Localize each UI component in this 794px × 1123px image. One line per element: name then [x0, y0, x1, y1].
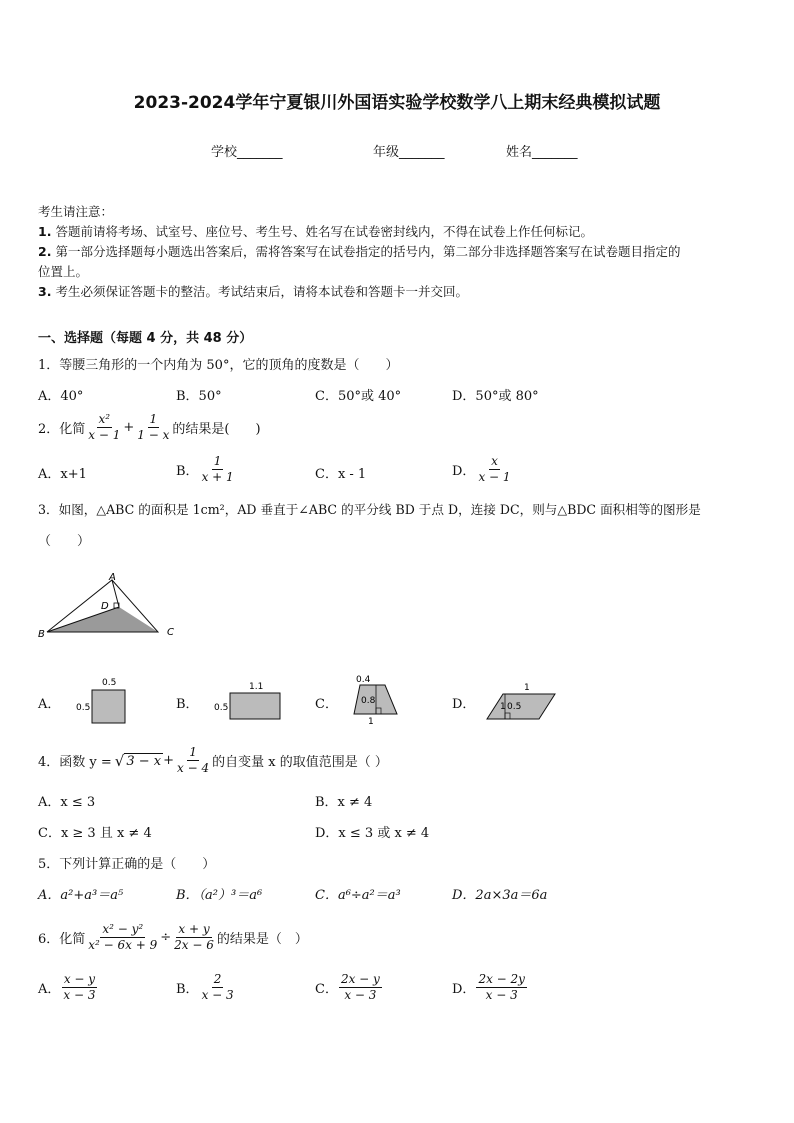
q4-option-d: D．x ≤ 3 或 x ≠ 4	[315, 826, 430, 841]
q2-option-c: C．x - 1	[315, 467, 367, 482]
q3-option-c-trapezoid	[340, 672, 410, 727]
q1-option-d: D．50°或 80°	[452, 389, 539, 404]
notice-item-2: 2. 第一部分选择题每小题选出答案后，需将答案写在试卷指定的括号内，第二部分非选择题答案写在试卷题目指定的	[38, 244, 681, 259]
label-a: A	[109, 572, 116, 583]
q2-fraction-1: $\frac{\text{x²}}{x - 1}$	[88, 412, 121, 442]
question-4-stem: 4．函数 y = √ 3 − x + $\frac{1}{x - 4}$ 的自变量 x 的取值范围是（ ）	[38, 745, 388, 775]
q2-option-a: A．x+1	[38, 467, 87, 482]
q5-option-c: C．a⁶÷a²＝a³	[315, 888, 401, 903]
svg-text:1: 1	[500, 702, 506, 712]
notice-heading: 考生请注意：	[38, 204, 114, 219]
q3-option-a-label: A．	[38, 697, 61, 712]
question-5-stem: 5．下列计算正确的是（ ）	[38, 857, 216, 872]
question-3-stem-cont: （ ）	[38, 534, 91, 549]
q4-option-c: C．x ≥ 3 且 x ≠ 4	[38, 826, 152, 841]
q3-option-d-parallelogram	[480, 680, 570, 725]
svg-text:0.5: 0.5	[214, 703, 229, 713]
q4-fraction: $\frac{1}{x - 4}$	[177, 745, 210, 775]
q6-option-a: A． $\frac{x - y}{x - 3}$	[38, 972, 96, 1002]
svg-text:1: 1	[368, 717, 374, 727]
q1-option-c: C．50°或 40°	[315, 389, 402, 404]
q1-option-b: B．50°	[176, 389, 222, 404]
name-field: 姓名_______	[506, 145, 578, 160]
notice-item-1: 1. 答题前请将考场、试室号、座位号、考生号、姓名写在试卷密封线内，不得在试卷上作任何标记。	[38, 224, 593, 239]
q2-option-b: B． $\frac{1}{x + 1}$	[176, 454, 234, 484]
svg-text:1: 1	[524, 683, 530, 693]
q5-option-a: A．a²+a³＝a⁵	[38, 888, 124, 903]
q2-fraction-2: $\frac{1}{1 - x}$	[137, 412, 170, 442]
svg-text:0.8: 0.8	[361, 696, 376, 706]
label-d: D	[101, 601, 109, 612]
q6-option-c: C． $\frac{2x - y}{x - 3}$	[315, 972, 380, 1002]
q5-option-b: B．（a²）³＝a⁶	[176, 888, 263, 903]
q4-radical: 3 − x	[126, 753, 162, 769]
svg-text:0.5: 0.5	[102, 678, 117, 688]
q3-option-b-rectangle	[210, 677, 290, 727]
q6-fraction-2: $\frac{x + y}{2x - 6}$	[174, 922, 214, 952]
svg-text:0.5: 0.5	[76, 703, 91, 713]
q3-option-a-square	[70, 674, 140, 729]
notice-item-2-cont: 位置上。	[38, 264, 89, 279]
q1-option-a: A．40°	[38, 389, 84, 404]
q4-option-a: A．x ≤ 3	[38, 795, 96, 810]
svg-text:0.4: 0.4	[356, 675, 371, 685]
svg-text:1.1: 1.1	[249, 682, 264, 692]
q3-option-c-label: C．	[315, 697, 338, 712]
q3-option-b-label: B．	[176, 697, 199, 712]
q2-option-d: D． $\frac{x}{x - 1}$	[452, 454, 511, 484]
school-field: 学校_______	[211, 145, 283, 160]
q6-option-b: B． $\frac{2}{x - 3}$	[176, 972, 234, 1002]
question-3-stem: 3．如图，△ABC 的面积是 1cm²，AD 垂直于∠ABC 的平分线 BD 于点 D，连接 DC，则与△BDC 面积相等的图形是	[38, 502, 701, 517]
grade-field: 年级_______	[373, 145, 445, 160]
notice-item-3: 3. 考生必须保证答题卡的整洁。考试结束后，请将本试卷和答题卡一并交回。	[38, 284, 468, 299]
question-2-stem: 2．化简 $\frac{\text{x²}}{x - 1}$ + $\frac{1}{1 - x}$ 的结果是( )	[38, 412, 261, 442]
svg-text:0.5: 0.5	[507, 702, 522, 712]
question-1-stem: 1．等腰三角形的一个内角为 50°，它的顶角的度数是（ ）	[38, 358, 399, 373]
triangle-figure	[30, 565, 190, 645]
q6-option-d: D． $\frac{2x - 2y}{x - 3}$	[452, 972, 525, 1002]
q5-option-d: D．2a×3a＝6a	[452, 888, 548, 903]
q4-option-b: B．x ≠ 4	[315, 795, 373, 810]
label-c: C	[167, 627, 174, 638]
notice-block	[38, 202, 763, 302]
page-title: 2023-2024学年宁夏银川外国语实验学校数学八上期末经典模拟试题	[133, 93, 661, 113]
label-b: B	[38, 629, 45, 640]
q6-fraction-1: $\frac{\text{x² − y²}}{\text{x² − 6x + 9}}$	[88, 922, 158, 952]
question-6-stem: 6．化简 $\frac{\text{x² − y²}}{\text{x² − 6x + 9}}$ ÷ $\frac{x + y}{2x - 6}$ 的结果是（ ）	[38, 922, 308, 952]
q3-option-d-label: D．	[452, 697, 476, 712]
section-title: 一、选择题（每题 4 分，共 48 分）	[38, 331, 253, 346]
